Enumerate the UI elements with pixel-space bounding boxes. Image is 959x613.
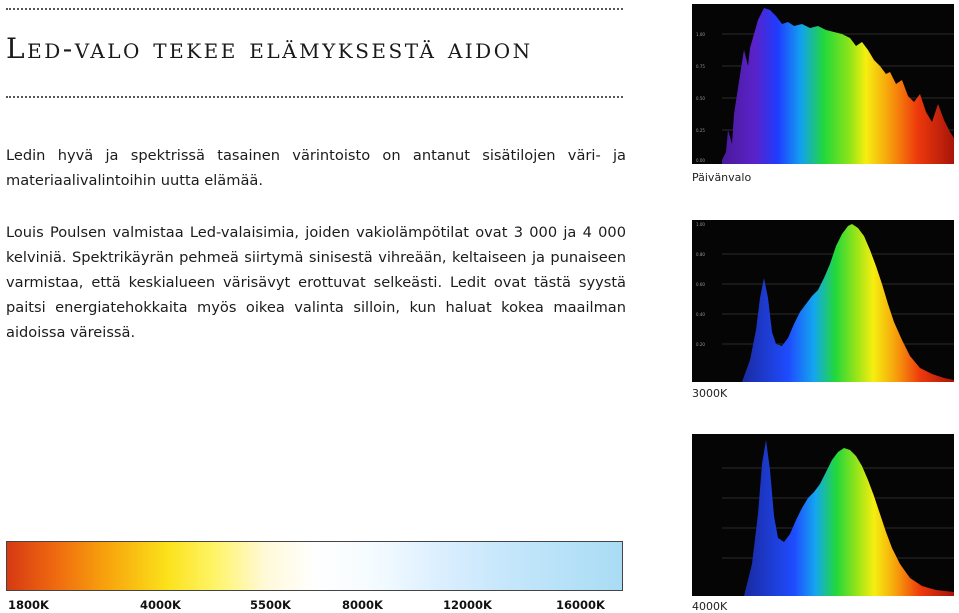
svg-text:1.00: 1.00: [696, 32, 705, 37]
svg-text:1.00: 1.00: [696, 222, 705, 227]
spectrum-label-3000k: 3000K: [692, 387, 728, 400]
svg-text:0.80: 0.80: [696, 252, 705, 257]
kelvin-label-4000: 4000K: [140, 598, 181, 612]
spectrum-graph-daylight: [692, 4, 954, 164]
svg-text:0.00: 0.00: [696, 158, 705, 163]
spectrum-graph-4000k: [692, 434, 954, 596]
svg-text:0.20: 0.20: [696, 342, 705, 347]
intro-paragraph: Ledin hyvä ja spektrissä tasainen värintoisto on antanut sisätilojen väri- ja materiaalivalintoihin uutta elämää.: [6, 146, 626, 189]
spectrum-graph-3000k: [692, 220, 954, 382]
kelvin-label-12000: 12000K: [443, 598, 492, 612]
kelvin-label-8000: 8000K: [342, 598, 383, 612]
kelvin-label-1800: 1800K: [8, 598, 49, 612]
kelvin-color-scale: [6, 541, 623, 591]
title-dotted-rule: [6, 96, 623, 98]
svg-text:0.25: 0.25: [696, 128, 705, 133]
body-paragraph: Louis Poulsen valmistaa Led-valaisimia, joiden vakiolämpötilat ovat 3 000 ja 4 000 kelviniä. Spektrikäyrän pehmeä siirtymä sinisestä vihreään, keltaiseen ja punaiseen varmistaa, että keskialueen värisävyt erottuvat selkeästi. Ledit ovat tästä syystä paitsi energiatehokkaita myös oikea valinta silloin, kun haluat kokea maailman aidoissa väreissä.: [6, 223, 626, 341]
page-title: Led-valo tekee elämyksestä aidon: [6, 32, 533, 65]
spectrum-label-daylight: Päivänvalo: [692, 171, 752, 184]
top-dotted-rule: [6, 8, 623, 10]
svg-text:0.75: 0.75: [696, 64, 705, 69]
spectrum-label-4000k: 4000K: [692, 600, 728, 613]
kelvin-label-16000: 16000K: [556, 598, 605, 612]
svg-text:0.50: 0.50: [696, 96, 705, 101]
svg-text:0.40: 0.40: [696, 312, 705, 317]
svg-text:0.60: 0.60: [696, 282, 705, 287]
kelvin-label-5500: 5500K: [250, 598, 291, 612]
